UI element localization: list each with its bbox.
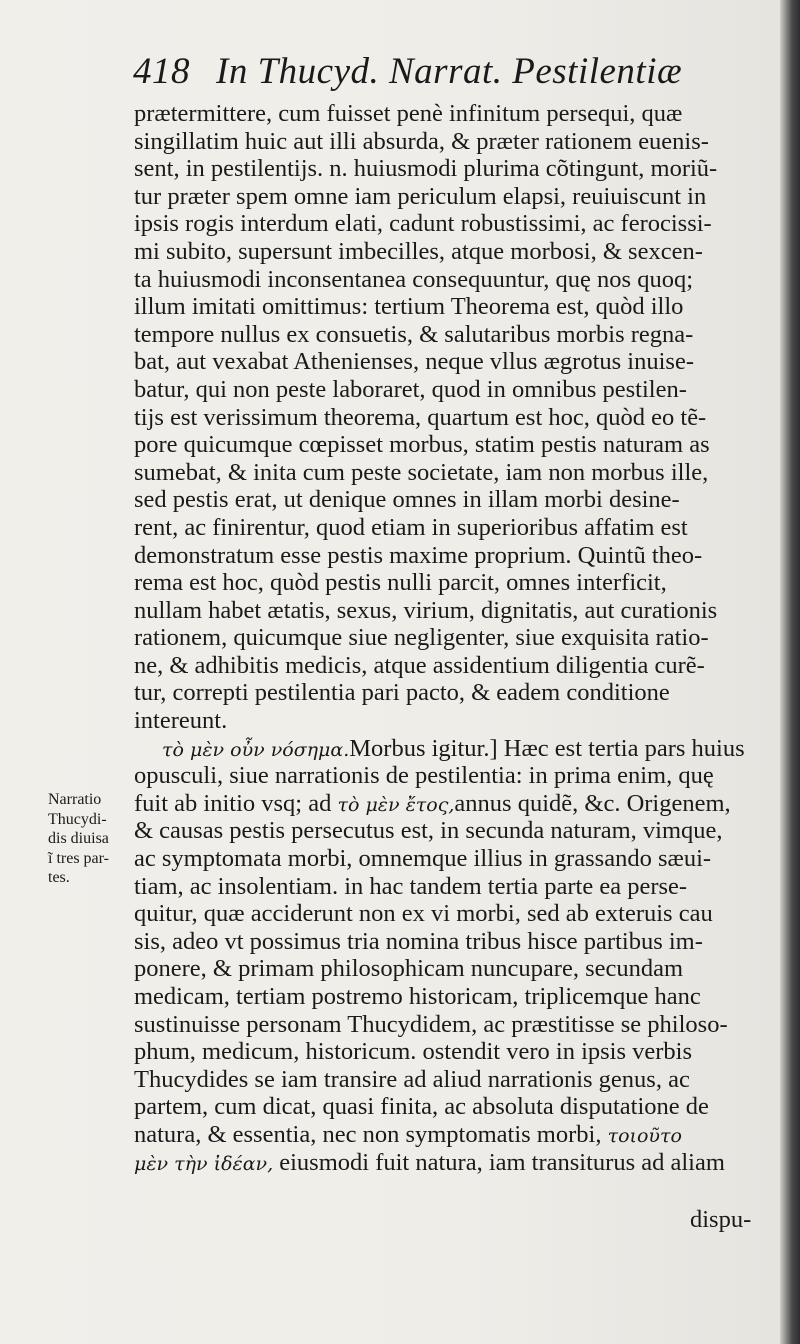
margin-note-line: Thucydi-: [48, 810, 107, 828]
text-span: fuit ab initio vsq; ad: [134, 789, 332, 817]
text-line: rent, ac finirentur, quod etiam in superioribus affatim est: [134, 513, 688, 541]
text-body: [134, 100, 772, 1176]
text-line: tempore nullus ex consuetis, & salutaribus morbis regna-: [134, 320, 694, 348]
margin-note-line: dis diuisa: [48, 830, 109, 847]
text-line: tur præter spem omne iam periculum elapsi, reuiuiscunt in: [134, 182, 707, 210]
text-line: batur, qui non peste laboraret, quod in omnibus pestilen-: [134, 375, 687, 403]
text-line: rationem, quicumque siue negligenter, siue exquisita ratio-: [134, 624, 709, 652]
text-line: partem, cum dicat, quasi finita, ac absoluta disputatione de: [134, 1093, 709, 1121]
text-line: sustinuisse personam Thucydidem, ac præstitisse se philoso-: [134, 1010, 728, 1038]
text-line: prætermittere, cum fuisset penè infinitum persequi, quæ: [134, 100, 683, 127]
text-line: ponere, & primam philosophicam nuncupare, secundam: [134, 955, 684, 983]
text-line: sed pestis erat, ut denique omnes in illam morbi desine-: [134, 486, 680, 514]
greek-lemma: τὸ μὲν οὖν νόσημα.: [162, 738, 350, 761]
text-line: sis, adeo vt possimus tria nomina tribus hisce partibus im-: [134, 927, 703, 955]
page-edge-shadow: [780, 0, 800, 1344]
text-line: pore quicumque cœpisset morbus, statim pestis naturam as: [134, 431, 710, 459]
text-span: eiusmodi fuit natura, iam transiturus ad aliam: [279, 1148, 725, 1176]
text-line: ac symptomata morbi, omnemque illius in grassando sæui-: [134, 845, 712, 873]
text-line: medicam, tertiam postremo historicam, triplicemque hanc: [134, 983, 701, 1010]
text-line: [134, 1121, 772, 1149]
text-line: tijs est verissimum theorema, quartum est hoc, quòd eo tẽ-: [134, 403, 707, 431]
text-line: rema est hoc, quòd pestis nulli parcit, omnes interficit,: [134, 569, 667, 597]
text-line: [134, 790, 772, 818]
text-line: [134, 1149, 772, 1177]
greek-inline: τὸ μὲν ἔτος,: [337, 793, 455, 816]
text-line: Thucydides se iam transire ad aliud narrationis genus, ac: [134, 1065, 690, 1093]
text-line: demonstratum esse pestis maxime proprium. Quintũ theo-: [134, 541, 703, 569]
margin-note-line: ĩ tres par-: [48, 849, 109, 867]
text-span: Morbus igitur.] Hæc est tertia pars huius: [349, 734, 745, 762]
greek-inline: τοιοῦτο: [607, 1124, 682, 1147]
greek-inline: μὲν τὴν ἰδέαν,: [134, 1152, 274, 1175]
catchword: dispu-: [690, 1206, 752, 1233]
paragraph-start: [134, 735, 772, 763]
text-line: opusculi, siue narrationis de pestilentia: in prima enim, quę: [134, 762, 714, 790]
text-line: quitur, quæ acciderunt non ex vi morbi, sed ab exteruis cau: [134, 900, 713, 928]
text-line: tur, correpti pestilentia pari pacto, & eadem conditione: [134, 679, 670, 707]
margin-note-line: Narratio: [48, 791, 102, 808]
text-line: bat, aut vexabat Athenienses, neque vllus ægrotus inuise-: [134, 348, 694, 376]
text-line: phum, medicum, historicum. ostendit vero in ipsis verbis: [134, 1038, 692, 1066]
text-line: ne, & adhibitis medicis, atque assidentium diligentia curẽ-: [134, 651, 705, 679]
text-line: ta huiusmodi inconsentanea consequuntur, quę nos quoq;: [134, 265, 694, 293]
text-line: mi subito, supersunt imbecilles, atque morbosi, & sexcen-: [134, 237, 703, 265]
text-line: sent, in pestilentijs. n. huiusmodi plurima cõtingunt, moriũ-: [134, 155, 718, 183]
text-line: tiam, ac insolentiam. in hac tandem tertia parte ea perse-: [134, 872, 688, 900]
page-header: [133, 50, 773, 96]
text-line: & causas pestis persecutus est, in secunda naturam, vimque,: [134, 817, 723, 845]
text-line: intereunt.: [134, 707, 228, 735]
text-span: annus quidẽ, &c. Origenem,: [454, 789, 731, 817]
margin-note-line: tes.: [48, 869, 70, 886]
page-number: 418: [133, 51, 190, 92]
running-title: In Thucyd. Narrat. Pestilentiæ: [216, 51, 683, 92]
text-line: nullam habet ætatis, sexus, virium, dignitatis, aut curationis: [134, 596, 718, 624]
margin-note: [48, 790, 128, 888]
text-line: singillatim huic aut illi absurda, & præter rationem euenis-: [134, 127, 709, 155]
text-line: sumebat, & inita cum peste societate, iam non morbus ille,: [134, 458, 709, 486]
text-line: illum imitati omittimus: tertium Theorema est, quòd illo: [134, 293, 684, 321]
text-line: ipsis rogis interdum elati, cadunt robustissimi, ac ferocissi-: [134, 210, 712, 238]
text-span: natura, & essentia, nec non symptomatis morbi,: [134, 1120, 602, 1148]
